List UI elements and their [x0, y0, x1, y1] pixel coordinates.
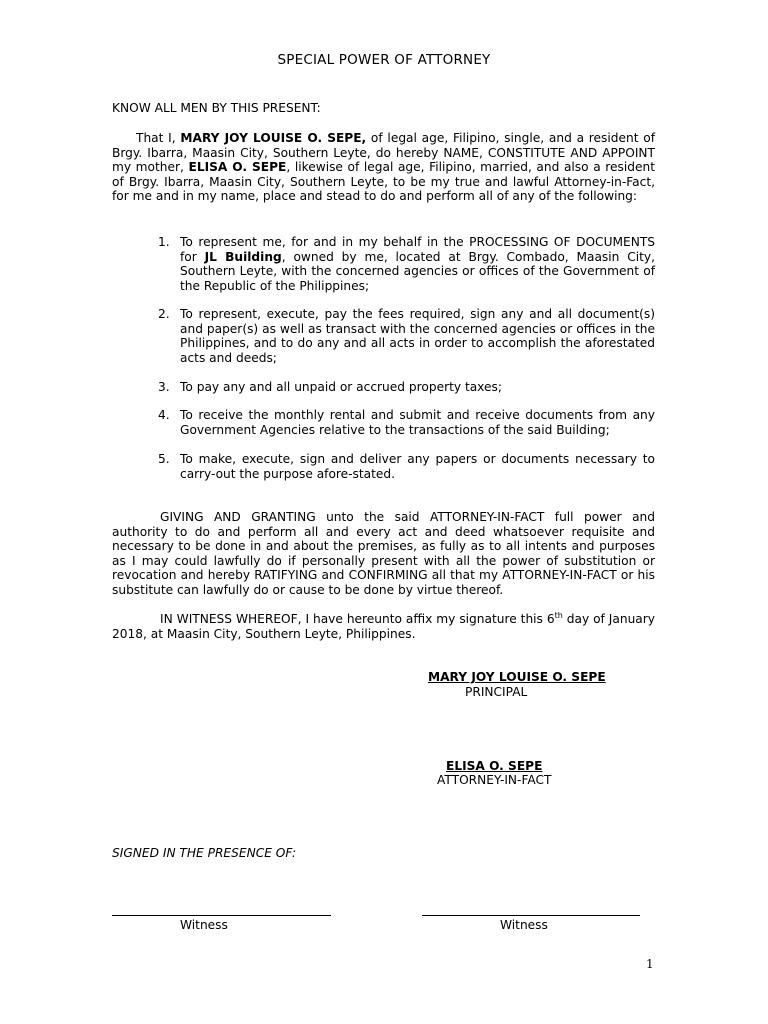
- signed-in-presence-label: SIGNED IN THE PRESENCE OF:: [112, 846, 297, 860]
- salutation: KNOW ALL MEN BY THIS PRESENT:: [112, 101, 321, 115]
- witness-signature-line-2: [422, 915, 640, 916]
- witness-signature-line-1: [112, 915, 331, 916]
- granting-paragraph: GIVING AND GRANTING unto the said ATTORNEY-IN-FACT full power and authority to do and perform all and every act and deed whatsoever requisite and necessary to be done in and about the premises, as fully as to all intents and purposes as I may could lawfully do if personally present with all the power of substitution or revocation and hereby RATIFYING and CONFIRMING all that my ATTORNEY-IN-FACT or his substitute can lawfully do or cause to be done by virtue thereof.: [112, 510, 655, 597]
- attorney-signature-name: ELISA O. SEPE: [446, 759, 543, 773]
- witness-label-1: Witness: [180, 918, 228, 932]
- document-title: SPECIAL POWER OF ATTORNEY: [277, 52, 491, 68]
- witness-clause: IN WITNESS WHEREOF, I have hereunto affix my signature this 6th day of January 2018, at Maasin City, Southern Leyte, Philippines.: [112, 610, 655, 641]
- page-number: 1: [646, 957, 654, 971]
- principal-role: PRINCIPAL: [465, 685, 528, 699]
- intro-paragraph: That I, MARY JOY LOUISE O. SEPE, of legal age, Filipino, single, and a resident of Brgy. Ibarra, Maasin City, Southern Leyte, do hereby NAME, CONSTITUTE AND APPOINT my mother, ELISA O. SEPE, likewise of legal age, Filipino, married, and also a resident of Brgy. Ibarra, Maasin City, Southern Leyte, to be my true and lawful Attorney-in-Fact, for me and in my name, place and stead to do and perform all of any of the following:: [112, 131, 655, 204]
- attorney-name-inline: ELISA O. SEPE: [188, 160, 287, 175]
- building-name: JL Building: [204, 249, 282, 264]
- witness-label-2: Witness: [500, 918, 548, 932]
- attorney-role: ATTORNEY-IN-FACT: [437, 773, 552, 787]
- principal-name-inline: MARY JOY LOUISE O. SEPE,: [180, 131, 367, 145]
- principal-signature-name: MARY JOY LOUISE O. SEPE: [428, 670, 606, 684]
- document-page: SPECIAL POWER OF ATTORNEY KNOW ALL MEN BY THIS PRESENT: That I, MARY JOY LOUISE O. SEPE, of legal age, Filipino, single, and a resident of Brgy. Ibarra, Maasin City, Southern Leyte, do hereby NAME, CONSTITUTE AND APPOINT my mother, ELISA O. SEPE, likewise of legal age, Filipino, married, and also a resident of Brgy. Ibarra, Maasin City, Southern Leyte, to be my true and lawful Attorney-in-Fact, for me and in my name, place and stead to do and perform all of any of the following: 1. To represent me, for and in my behalf in the PROCESSING OF DOCUMENTS for JL Building, owned by me, located at Brgy. Combado, Maasin City, Southern Leyte, with the concerned agencies or offices of the Government of the Republic of the Philippines; 2. To represent, execute, pay the fees required, sign any and all document(s) and paper(s) as well as transact with the concerned agencies or offices in the Philippines, and to do any and all acts in order to accomplish the aforestated acts and deeds; 3. To pay any and all unpaid or accrued property taxes; 4. To receive the monthly rental and submit and receive documents from any Government Agencies relative to the transactions of the said Building; 5. To make, execute, sign and deliver any papers or documents necessary to carry-out the purpose afore-stated. GIVING AND GRANTING unto the said ATTORNEY-IN-FACT full power and authority to do and perform all and every act and deed whatsoever requisite and necessary to be done in and about the premises, as fully as to all intents and purposes as I may could lawfully do if personally present with all the power of substitution or revocation and hereby RATIFYING and CONFIRMING all that my ATTORNEY-IN-FACT or his substitute can lawfully do or cause to be done by virtue thereof. IN WITNESS WHEREOF, I have hereunto affix my signature this 6th day of January 2018, at Maasin City, Southern Leyte, Philippines. MARY JOY LOUISE O. SEPE PRINCIPAL ELISA O. SEPE ATTORNEY-IN-FACT SIGNED IN THE PRESENCE OF: Witness Witness 1: [0, 0, 768, 1024]
